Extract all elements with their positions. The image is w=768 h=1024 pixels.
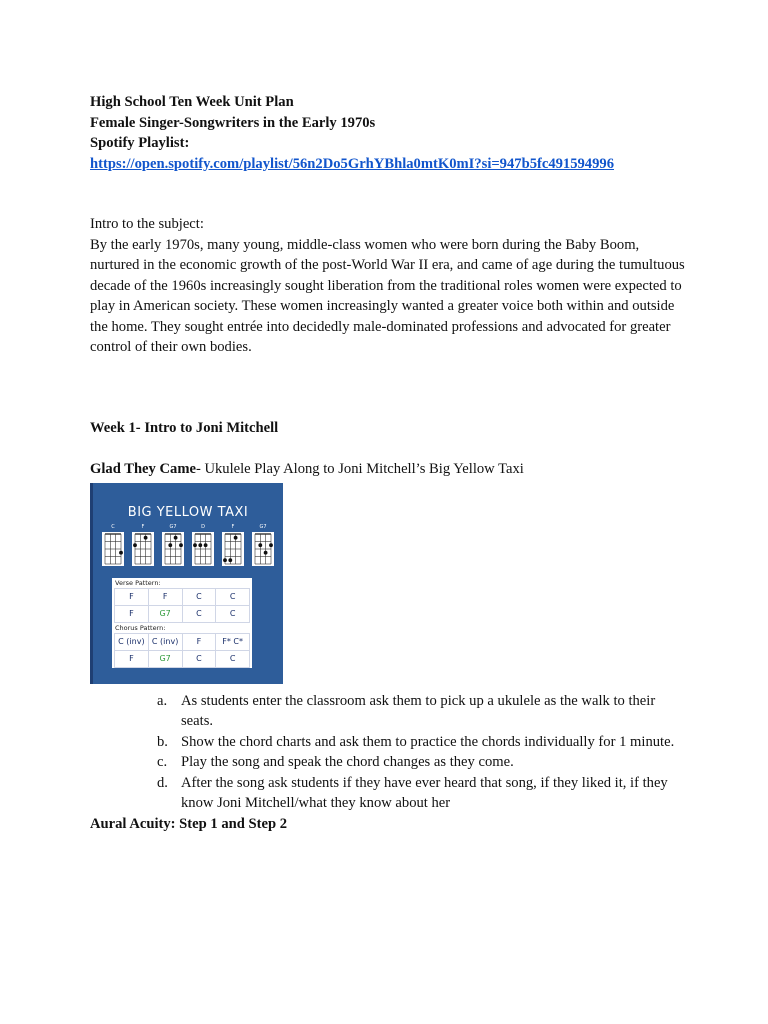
chord-cell: F: [115, 588, 149, 605]
chord-chart-image: [90, 483, 283, 684]
fretboard-icon: [252, 532, 274, 566]
chart-title: BIG YELLOW TAXI: [127, 504, 249, 520]
chorus-pattern-table: [114, 633, 250, 668]
chord-cell: C: [182, 650, 216, 667]
unit-plan-subtitle: Female Singer-Songwriters in the Early 1970s: [90, 114, 376, 131]
chord-name: C: [111, 523, 115, 530]
table-row: [115, 650, 250, 667]
list-item-text: After the song ask students if they have ever heard that song, if they liked it, if they know Joni Mitchell/what they know about her: [181, 774, 668, 811]
fretboard-icon: [222, 532, 244, 566]
chord-diagram: [101, 525, 125, 567]
chorus-pattern-label: Chorus Pattern:: [115, 623, 166, 632]
list-item-text: Show the chord charts and ask them to practice the chords individually for 1 minute.: [181, 733, 675, 750]
chord-cell: F* C*: [216, 633, 250, 650]
list-item-text: Play the song and speak the chord changes as they come.: [181, 754, 514, 770]
chord-cell: C (inv): [148, 633, 182, 650]
chord-diagram: [191, 525, 215, 567]
intro-body: By the early 1970s, many young, middle-class women who were born during the Baby Boom, nurtured in the economic growth of the post-World War II era, and came of age during the tumultuous decade of the 1960s increasingly sought liberation from the traditional roles women were expected to play in American society. These women increasingly wanted a greater voice both within and outside the home. They sought entrée into decidedly male-dominated professions and advocated for greater control of their own bodies.: [90, 236, 685, 355]
list-marker: c.: [157, 754, 168, 770]
list-marker: a.: [157, 692, 168, 709]
document-page: [90, 92, 690, 834]
fretboard-icon: [102, 532, 124, 566]
fretboard-icon: [192, 532, 214, 566]
chord-cell: C (inv): [115, 633, 149, 650]
chord-cell: C: [182, 588, 216, 605]
chord-cell: F: [182, 633, 216, 650]
chord-cell: C: [216, 605, 250, 622]
chord-diagram: [131, 525, 155, 567]
chord-name: F: [141, 523, 145, 530]
chord-diagram: [221, 525, 245, 567]
activity-name: Glad They Came: [90, 461, 196, 477]
chord-cell: G7: [148, 605, 182, 622]
chord-cell: C: [182, 605, 216, 622]
chord-cell: F: [148, 588, 182, 605]
chord-name: G7: [259, 523, 267, 530]
chord-cell: G7: [148, 650, 182, 667]
chord-diagram: [161, 525, 185, 567]
table-row: [115, 588, 250, 605]
list-item: [90, 752, 681, 773]
chord-diagram: [251, 525, 275, 567]
chord-name: F: [231, 523, 235, 530]
week1-heading: Week 1- Intro to Joni Mitchell: [90, 419, 279, 436]
week1-activity: [90, 459, 690, 480]
activity-steps: [90, 691, 690, 814]
verse-pattern-table: [114, 588, 250, 623]
table-row: [115, 605, 250, 622]
chord-cell: C: [216, 588, 250, 605]
unit-plan-title: High School Ten Week Unit Plan: [90, 94, 294, 110]
verse-pattern-label: Verse Pattern:: [115, 578, 161, 587]
fretboard-icon: [162, 532, 184, 566]
playlist-label: Spotify Playlist:: [90, 135, 190, 151]
list-marker: b.: [157, 733, 168, 750]
chord-cell: C: [216, 650, 250, 667]
activity-description: - Ukulele Play Along to Joni Mitchell’s Big Yellow Taxi: [195, 461, 524, 477]
intro-section: [90, 214, 690, 358]
list-item: [90, 691, 681, 732]
pattern-table: [112, 578, 252, 668]
aural-acuity-note: Aural Acuity: Step 1 and Step 2: [90, 815, 288, 832]
fretboard-icon: [132, 532, 154, 566]
spotify-playlist-link[interactable]: https://open.spotify.com/playlist/56n2Do5GrhYBhla0mtK0mI?si=947b5fc491594996: [90, 155, 614, 172]
chord-name: D: [201, 523, 205, 530]
list-marker: d.: [157, 774, 168, 791]
list-item: [90, 773, 681, 814]
intro-heading: Intro to the subject:: [90, 216, 204, 232]
chord-cell: F: [115, 605, 149, 622]
chord-name: G7: [169, 523, 177, 530]
table-row: [115, 633, 250, 650]
list-item: [90, 732, 681, 753]
list-item-text: As students enter the classroom ask them to pick up a ukulele as the walk to their seats.: [181, 692, 656, 729]
chord-cell: F: [115, 650, 149, 667]
